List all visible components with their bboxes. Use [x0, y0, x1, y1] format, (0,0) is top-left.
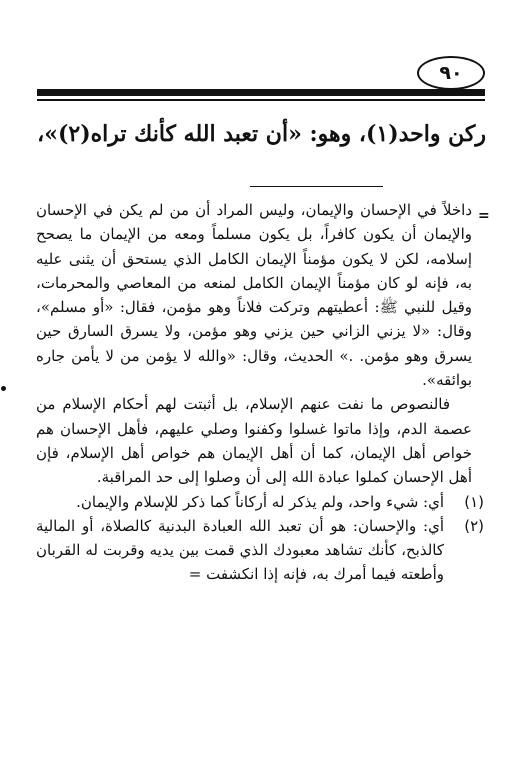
- page-number-badge: ٩٠: [417, 56, 485, 90]
- margin-dot: [1, 386, 6, 391]
- commentary-paragraph: داخلاً في الإحسان والإيمان، وليس المراد أن من لم يكن في الإحسان والإيمان أن يكون كافراً، بل يكون مسلماً ومعه من الإيمان ما يصحح إسلامه، لكن لا يكون مؤمناً الإيمان الكامل الذي يستحق أن يثنى عليه به، فإنه لو كان مؤمناً الإيمان الكامل لمنعه من المعاصي والمحرمات، وقيل للنبي ﷺ: أعطيتهم وتركت فلاناً وهو مؤمن، فقال: «أو مسلم»، وقال: «لا يزني الزاني حين يزني وهو مؤمن، ولا يسرق السارق حين يسرق وهو مؤمن. .» الحديث، وقال: «والله لا يؤمن من لا يأمن جاره بوائقه».: [36, 201, 472, 390]
- continuation-mark: =: [478, 208, 490, 224]
- footnote-number: (١): [464, 492, 484, 511]
- main-text-line: ركن واحد(١)، وهو: «أن تعبد الله كأنك تراه(٢)»،: [37, 121, 486, 147]
- footnote-text: أي: والإحسان: هو أن تعبد الله العبادة البدنية كالصلاة، أو المالية كالذبح، كأنك تشاهد معبودك الذي قمت بين يديه وقربت له القربان وأطعته فيما أمرك به، فإنه إذا انكشفت =: [36, 516, 444, 584]
- footnote-item: [36, 490, 484, 514]
- footnote-area: [36, 198, 484, 587]
- header-rule-thick: [37, 89, 485, 96]
- footnote-item: [36, 514, 484, 587]
- footnote-text: أي: شيء واحد، ولم يذكر له أركاناً كما ذكر للإسلام والإيمان.: [76, 492, 444, 511]
- commentary-paragraph: فالنصوص ما نفت عنهم الإسلام، بل أثبتت لهم أحكام الإسلام من عصمة الدم، وإذا ماتوا غسلوا وكفنوا وصلي عليهم، فأهل الإحسان هم خواص أهل الإيمان، كما أن أهل الإيمان هم خواص أهل الإسلام، فإن أهل الإحسان كملوا عبادة الله إلى أن وصلوا إلى حد المراقبة.: [36, 395, 472, 487]
- header-rule-thin: [37, 99, 485, 101]
- footnote-number: (٢): [464, 516, 484, 535]
- footnote-separator: [250, 186, 383, 187]
